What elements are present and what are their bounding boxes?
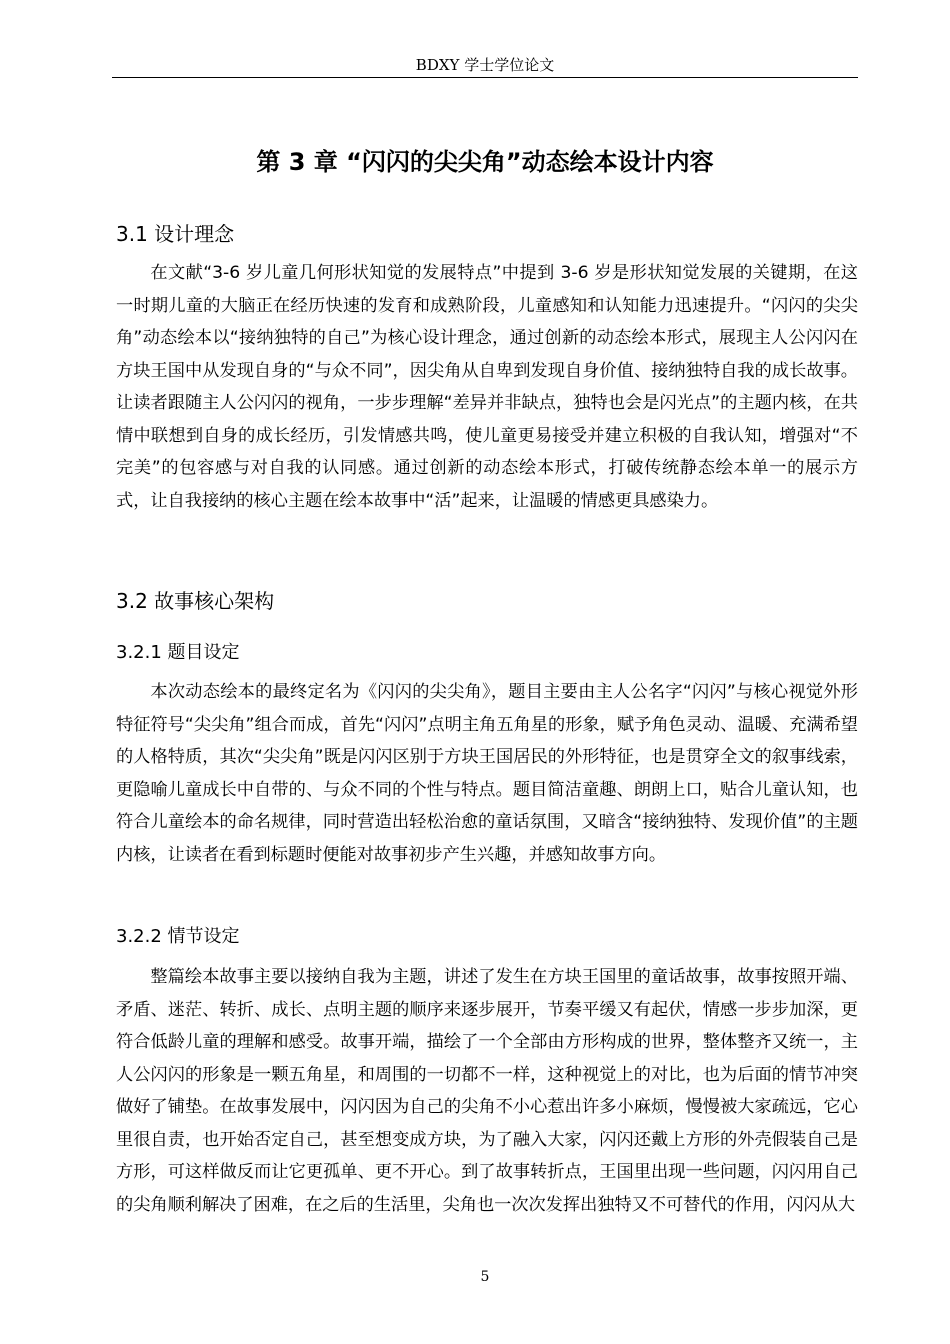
subsection-heading-3-2-2: 3.2.2 情节设定 bbox=[116, 926, 240, 947]
subsection-3-2-1-paragraph: 本次动态绘本的最终定名为《闪闪的尖尖角》，题目主要由主人公名字“闪闪”与核心视觉外形特征符号“尖尖角”组合而成，首先“闪闪”点明主角五角星的形象，赋予角色灵动、温暖、充满希望的人格特质，其次“尖尖角”既是闪闪区别于方块王国居民的外形特征，也是贯穿全文的叙事线索，更隐喻儿童成长中自带的、与众不同的个性与特点。题目简洁童趣、朗朗上口，贴合儿童认知，也符合儿童绘本的命名规律，同时营造出轻松治愈的童话氛围，又暗含“接纳独特、发现价值”的主题内核，让读者在看到标题时便能对故事初步产生兴趣，并感知故事方向。 bbox=[116, 682, 858, 865]
running-header: BDXY 学士学位论文 bbox=[415, 56, 555, 74]
section-3-1-paragraph: 在文献“3-6 岁儿童几何形状知觉的发展特点”中提到 3-6 岁是形状知觉发展的关键期，在这一时期儿童的大脑正在经历快速的发育和成熟阶段，儿童感知和认知能力迅速提升。“闪闪的尖尖角”动态绘本以“接纳独特的自己”为核心设计理念，通过创新的动态绘本形式，展现主人公闪闪在方块王国中从发现自身的“与众不同”，因尖角从自卑到发现自身价值、接纳独特自我的成长故事。让读者跟随主人公闪闪的视角，一步步理解“差异并非缺点，独特也会是闪光点”的主题内核，在共情中联想到自身的成长经历，引发情感共鸣，使儿童更易接受并建立积极的自我认知，增强对“不完美”的包容感与对自我的认同感。通过创新的动态绘本形式，打破传统静态绘本单一的展示方式，让自我接纳的核心主题在绘本故事中“活”起来，让温暖的情感更具感染力。 bbox=[116, 263, 858, 511]
page-number: 5 bbox=[480, 1269, 490, 1285]
section-heading-3-1: 3.1 设计理念 bbox=[116, 222, 235, 246]
section-heading-3-2: 3.2 故事核心架构 bbox=[116, 589, 275, 613]
subsection-3-2-2-paragraph: 整篇绘本故事主要以接纳自我为主题，讲述了发生在方块王国里的童话故事，故事按照开端、矛盾、迷茫、转折、成长、点明主题的顺序来逐步展开，节奏平缓又有起伏，情感一步步加深，更符合低龄儿童的理解和感受。故事开端，描绘了一个全部由方形构成的世界，整体整齐又统一，主人公闪闪的形象是一颗五角星，和周围的一切都不一样，这种视觉上的对比，也为后面的情节冲突做好了铺垫。在故事发展中，闪闪因为自己的尖角不小心惹出许多小麻烦，慢慢被大家疏远，它心里很自责，也开始否定自己，甚至想变成方块，为了融入大家，闪闪还戴上方形的外壳假装自己是方形，可这样做反而让它更孤单、更不开心。到了故事转折点，王国里出现一些问题，闪闪用自己的尖角顺利解决了困难，在之后的生活里，尖角也一次次发挥出独特又不可替代的作用，闪闪从大 bbox=[116, 967, 858, 1215]
chapter-title: 第 3 章 “闪闪的尖尖角”动态绘本设计内容 bbox=[256, 148, 714, 176]
header-divider bbox=[112, 77, 858, 78]
subsection-heading-3-2-1: 3.2.1 题目设定 bbox=[116, 642, 240, 663]
